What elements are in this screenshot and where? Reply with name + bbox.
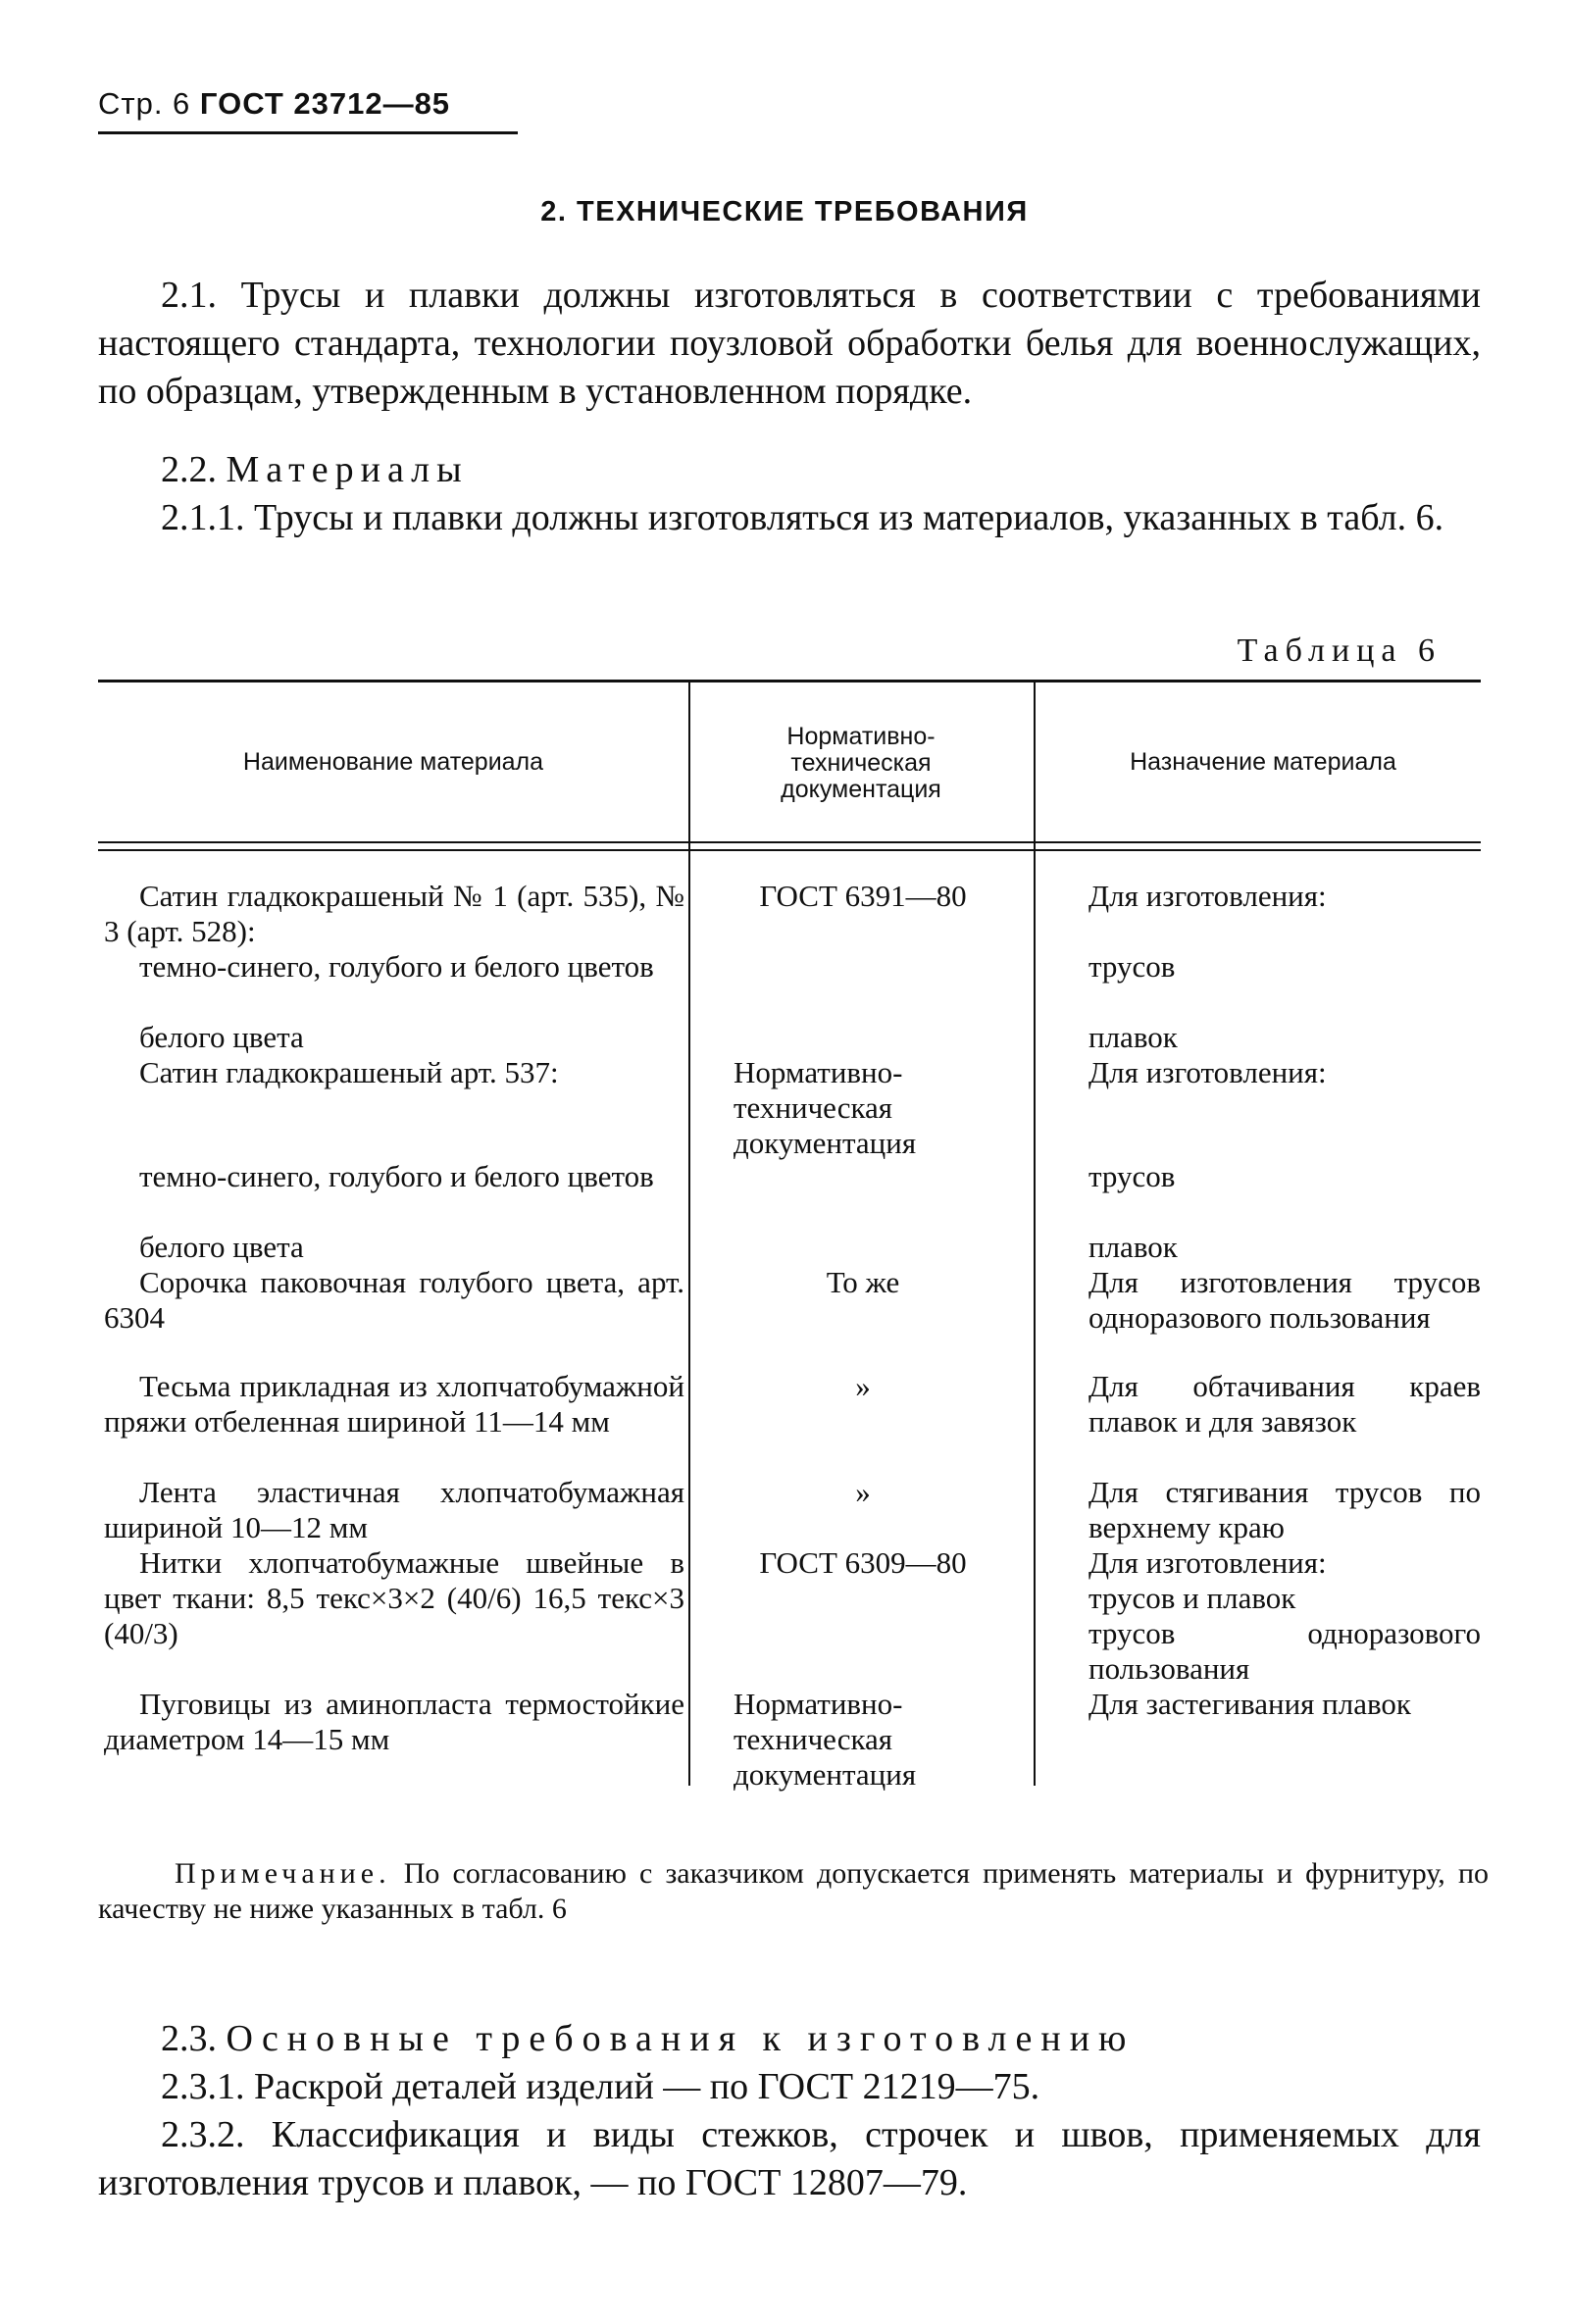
table-row-7-doc: То же — [826, 1265, 900, 1299]
table-row-7-purpose: Для изготовления трусов одноразового пользования — [1088, 1265, 1481, 1335]
table-row-9-doc: » — [855, 1475, 871, 1509]
table-row-10-purpose-c: трусов одноразового пользования — [1088, 1616, 1481, 1686]
page-header — [98, 86, 518, 134]
table-top-rule — [98, 680, 1481, 682]
table-row-2-purpose: трусов — [1088, 949, 1176, 984]
table-row-4-purpose: Для изготовления: — [1088, 1055, 1327, 1089]
table-row-10-doc: ГОСТ 6309—80 — [759, 1545, 967, 1580]
table-row-9-purpose: Для стягивания трусов по верхнему краю — [1088, 1475, 1481, 1544]
table-row-10-purpose-a: Для изготовления: — [1088, 1545, 1327, 1580]
paragraph-2-2: 2.2. Материалы — [161, 449, 469, 490]
table-row-1-purpose: Для изготовления: — [1088, 879, 1327, 913]
table-row-5-material: темно-синего, голубого и белого цветов — [139, 1159, 654, 1193]
header-material-name: Наименование материала — [242, 748, 544, 776]
section-title: 2. ТЕХНИЧЕСКИЕ ТРЕБОВАНИЯ — [540, 196, 1029, 227]
materials-heading: Материалы — [226, 449, 469, 490]
table-row-6-material: белого цвета — [139, 1230, 304, 1264]
table-row-10-purpose-b: трусов и плавок — [1088, 1581, 1296, 1615]
page-number: Стр. 6 — [98, 86, 191, 121]
table-note — [98, 1856, 1489, 1927]
table-row-2-material: темно-синего, голубого и белого цветов — [139, 949, 654, 984]
table-row-8-material: Тесьма прикладная из хлопчатобумажной пряжи отбеленная шириной 11—14 мм — [104, 1369, 684, 1439]
standard-number: ГОСТ 23712—85 — [199, 86, 451, 121]
table-row-3-purpose: плавок — [1088, 1020, 1178, 1054]
note-text: По согласованию с заказчиком допускается применять материалы и фурнитуру, по качеству не ниже указанных в табл. 6 — [98, 1857, 1489, 1925]
table-header-rule-1 — [98, 841, 1481, 843]
table-row-11-purpose: Для застегивания плавок — [1088, 1687, 1411, 1721]
table-row-5-purpose: трусов — [1088, 1159, 1176, 1193]
table-row-11-doc: Нормативно-техническая документация — [734, 1687, 917, 1792]
header-material-purpose: Назначение материала — [1130, 748, 1396, 776]
table-row-3-material: белого цвета — [139, 1020, 304, 1054]
paragraph-2-1-1: 2.1.1. Трусы и плавки должны изготовляться из материалов, указанных в табл. 6. — [161, 497, 1444, 538]
table-row-9-material: Лента эластичная хлопчатобумажная шириной 10—12 мм — [104, 1475, 684, 1544]
paragraph-2-1: 2.1. Трусы и плавки должны изготовляться в соответствии с требованиями настоящего стандарта, технологии поузловой обработки белья для военнослужащих, по образцам, утвержденным в установленном порядке. — [98, 275, 1481, 412]
table-header-rule-2 — [98, 849, 1481, 851]
table-row-6-purpose: плавок — [1088, 1230, 1178, 1264]
table-row-8-doc: » — [855, 1369, 871, 1403]
table-row-4-doc: Нормативно-техническая документация — [734, 1055, 917, 1160]
paragraph-2-3-1: 2.3.1. Раскрой деталей изделий — по ГОСТ 21219—75. — [161, 2066, 1040, 2107]
table-row-4-material: Сатин гладкокрашеный арт. 537: — [139, 1055, 559, 1089]
table-row-1-doc: ГОСТ 6391—80 — [759, 879, 967, 913]
basic-requirements-heading: Основные требования к изготовлению — [226, 2018, 1136, 2059]
table-row-10-material: Нитки хлопчатобумажные швейные в цвет ткани: 8,5 текс×3×2 (40/6) 16,5 текс×3 (40/3) — [104, 1545, 684, 1650]
table-row-8-purpose: Для обтачивания краев плавок и для завязок — [1088, 1369, 1481, 1439]
table-row-1-material: Сатин гладкокрашеный № 1 (арт. 535), № 3 (арт. 528): — [104, 879, 684, 948]
table-row-11-material: Пуговицы из аминопласта термостойкие диаметром 14—15 мм — [104, 1687, 684, 1756]
header-normative-docs: Нормативно-техническая документация — [781, 723, 941, 803]
table-caption: Таблица 6 — [1237, 632, 1442, 669]
note-label: Примечание. — [175, 1857, 391, 1890]
paragraph-2-3-2: 2.3.2. Классификация и виды стежков, строчек и швов, применяемых для изготовления трусов и плавок, — по ГОСТ 12807—79. — [98, 2114, 1481, 2203]
table-column-divider-1 — [688, 682, 690, 1786]
paragraph-2-3: 2.3. Основные требования к изготовлению — [161, 2018, 1136, 2059]
table-row-7-material: Сорочка паковочная голубого цвета, арт. 6304 — [104, 1265, 684, 1335]
table-column-divider-2 — [1034, 682, 1036, 1786]
